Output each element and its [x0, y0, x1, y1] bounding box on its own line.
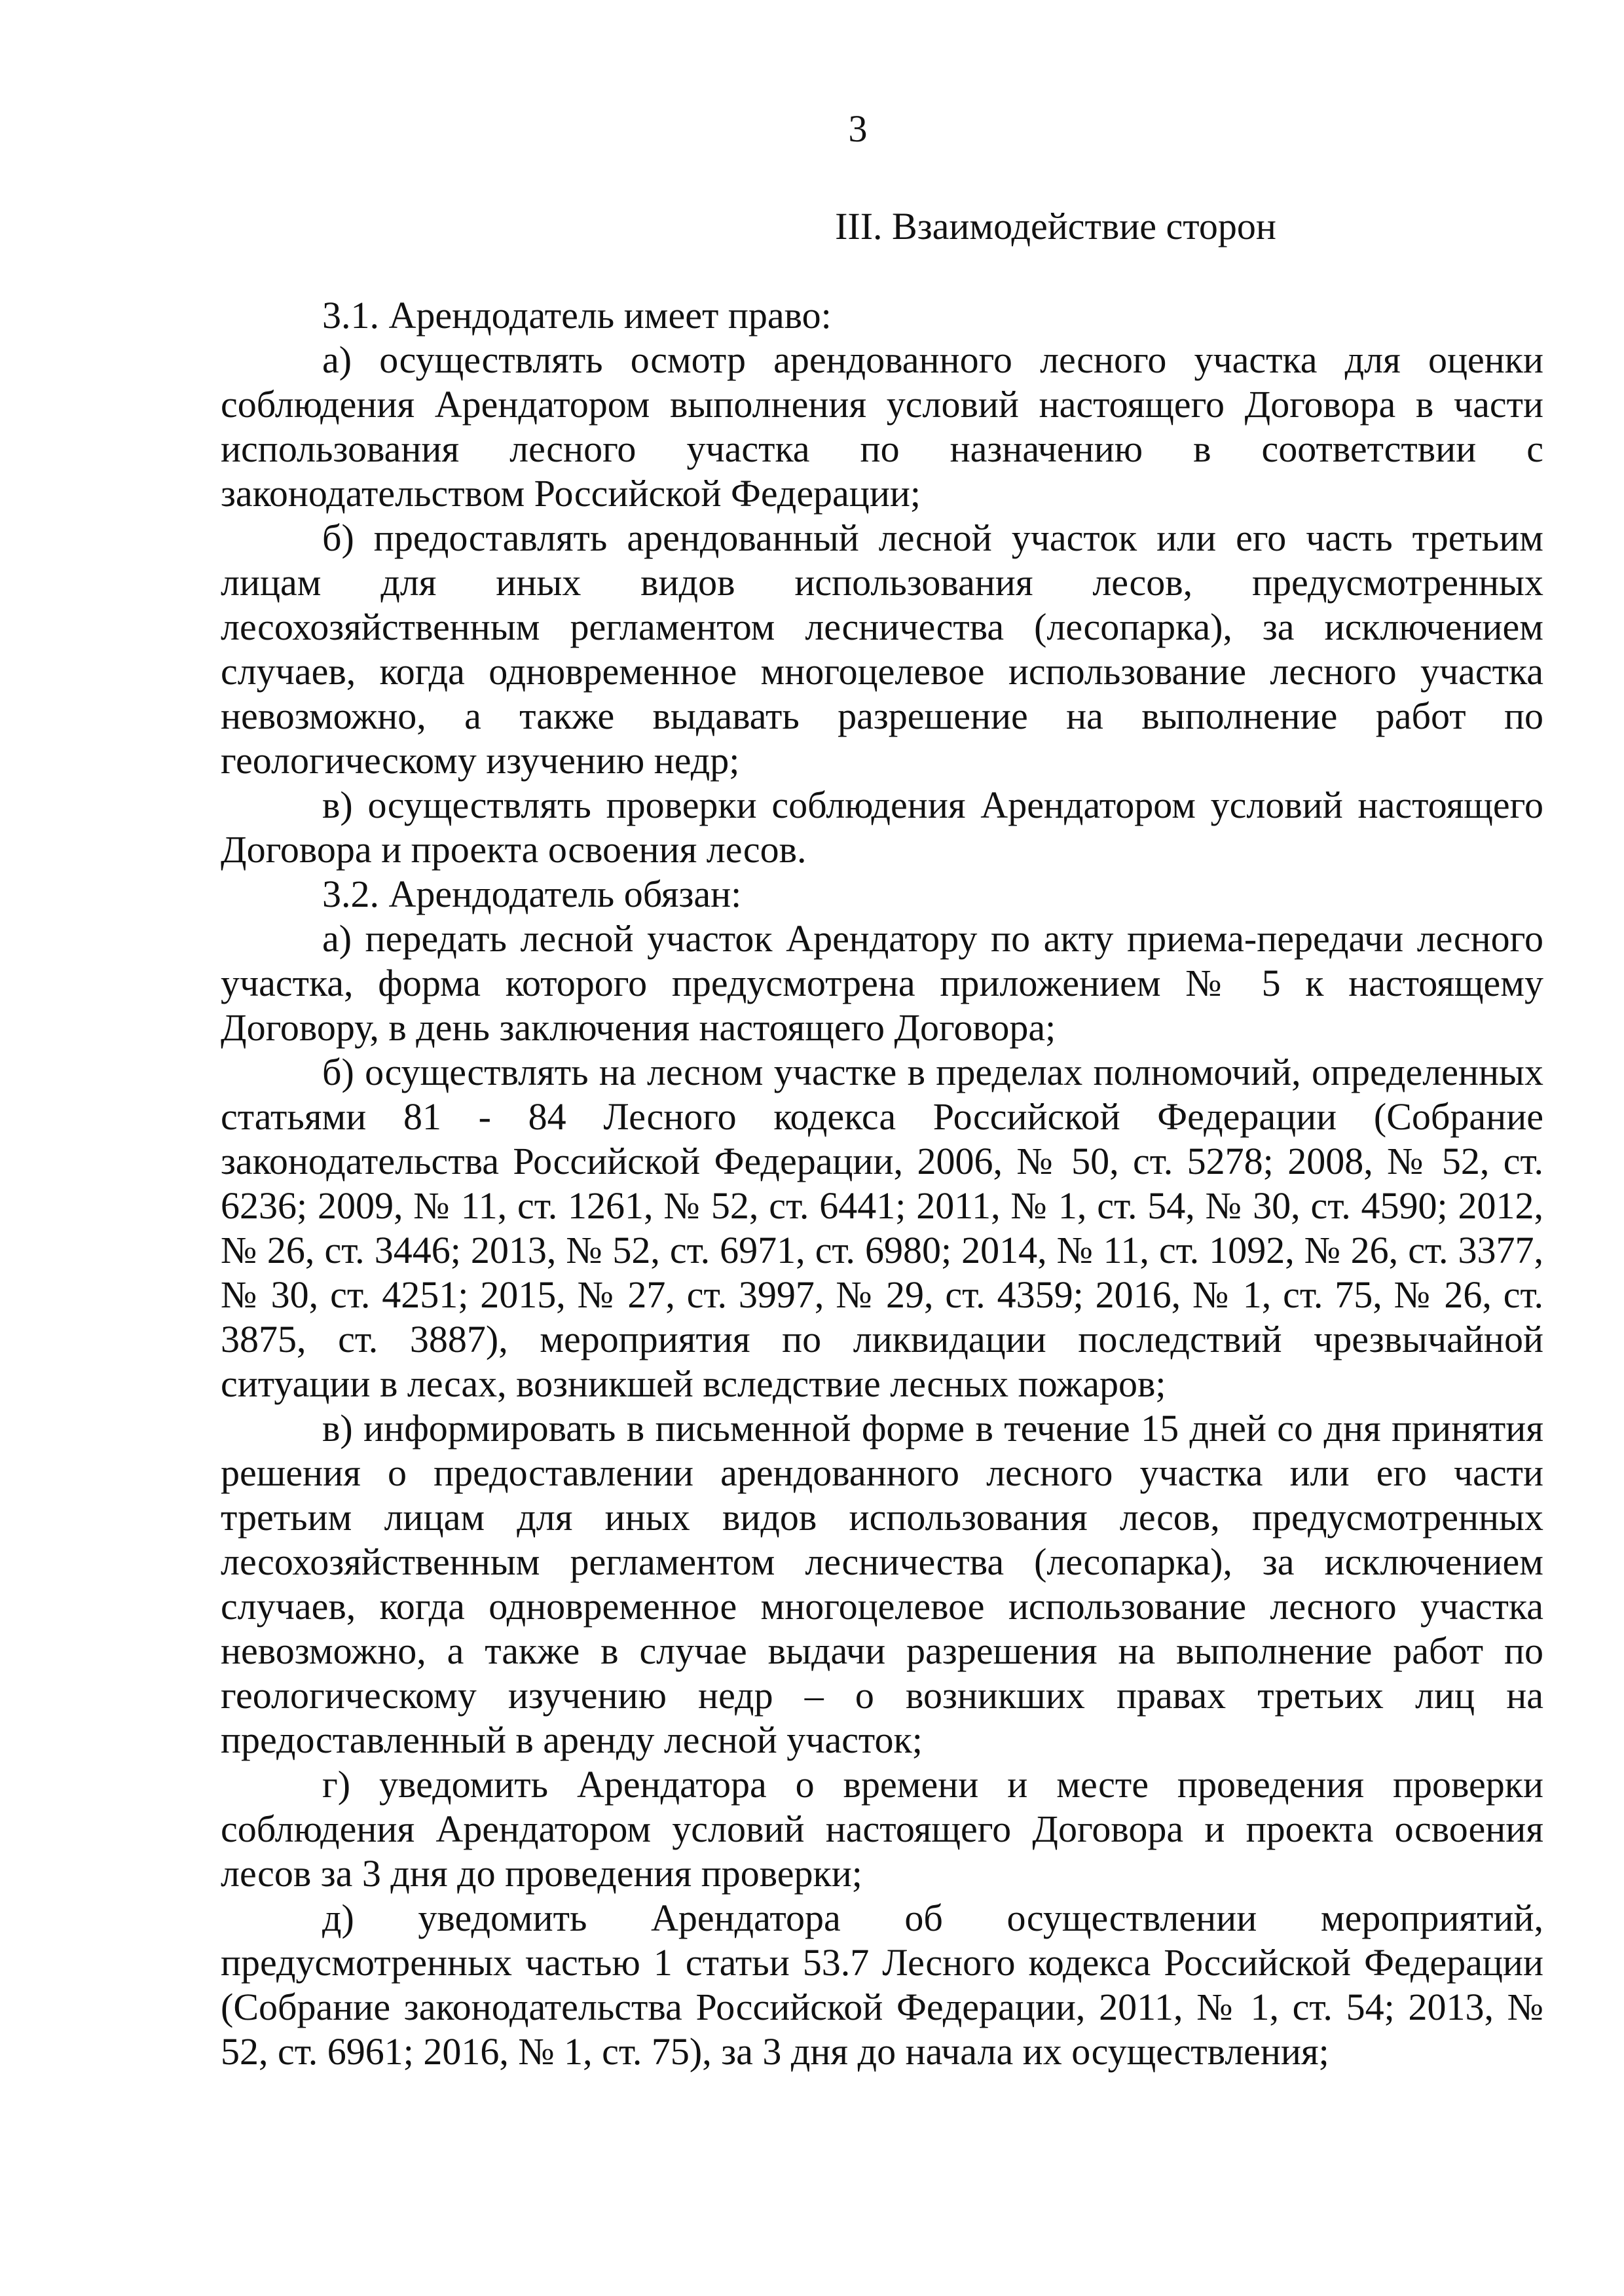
clause-3-1-heading: 3.1. Арендодатель имеет право:: [322, 294, 832, 337]
section-title: III. Взаимодействие сторон: [835, 205, 1276, 247]
clause-3-1-a: а) осуществлять осмотр арендованного лесного участка для оценки соблюдения Арендатором выполнения условий настоящего Договора в части использования лесного участка по назначению в соответствии с законодательством Российской Федерации;: [221, 338, 1543, 515]
clause-3-1-v: в) осуществлять проверки соблюдения Арендатором условий настоящего Договора и проекта освоения лесов.: [221, 784, 1543, 871]
page-number: 3: [848, 107, 868, 150]
clause-3-2-b: б) осуществлять на лесном участке в пределах полномочий, определенных статьями 81 - 84 Лесного кодекса Российской Федерации (Собрание законодательства Российской Федерации, 2006, № 50, ст. 5278; 2008, № 52, ст. 6236; 2009, № 11, ст. 1261, № 52, ст. 6441; 2011, № 1, ст. 54, № 30, ст. 4590; 2012, № 26, ст. 3446; 2013, № 52, ст. 6971, ст. 6980; 2014, № 11, ст. 1092, № 26, ст. 3377, № 30, ст. 4251; 2015, № 27, ст. 3997, № 29, ст. 4359; 2016, № 1, ст. 75, № 26, ст. 3875, ст. 3887), мероприятия по ликвидации последствий чрезвычайной ситуации в лесах, возникшей вследствие лесных пожаров;: [221, 1051, 1543, 1405]
clause-3-1-b: б) предоставлять арендованный лесной участок или его часть третьим лицам для иных видов использования лесов, предусмотренных лесохозяйственным регламентом лесничества (лесопарка), за исключением случаев, когда одновременное многоцелевое использование лесного участка невозможно, а также выдавать разрешение на выполнение работ по геологическому изучению недр;: [221, 517, 1543, 782]
clause-3-2-d: д) уведомить Арендатора об осуществлении мероприятий, предусмотренных частью 1 статьи 53.7 Лесного кодекса Российской Федерации (Собрание законодательства Российской Федерации, 2011, № 1, ст. 54; 2013, № 52, ст. 6961; 2016, № 1, ст. 75), за 3 дня до начала их осуществления;: [221, 1897, 1543, 2073]
clause-3-2-a: а) передать лесной участок Арендатору по акту приема-передачи лесного участка, форма которого предусмотрена приложением № 5 к настоящему Договору, в день заключения настоящего Договора;: [221, 917, 1543, 1049]
document-body: [221, 204, 1543, 2074]
clause-3-2-heading: 3.2. Арендодатель обязан:: [322, 873, 742, 915]
clause-3-2-g: г) уведомить Арендатора о времени и месте проведения проверки соблюдения Арендатором условий настоящего Договора и проекта освоения лесов за 3 дня до проведения проверки;: [221, 1763, 1543, 1895]
clause-3-2-v: в) информировать в письменной форме в течение 15 дней со дня принятия решения о предоставлении арендованного лесного участка или его части третьим лицам для иных видов использования лесов, предусмотренных лесохозяйственным регламентом лесничества (лесопарка), за исключением случаев, когда одновременное многоцелевое использование лесного участка невозможно, а также в случае выдачи разрешения на выполнение работ по геологическому изучению недр – о возникших правах третьих лиц на предоставленный в аренду лесной участок;: [221, 1407, 1543, 1761]
